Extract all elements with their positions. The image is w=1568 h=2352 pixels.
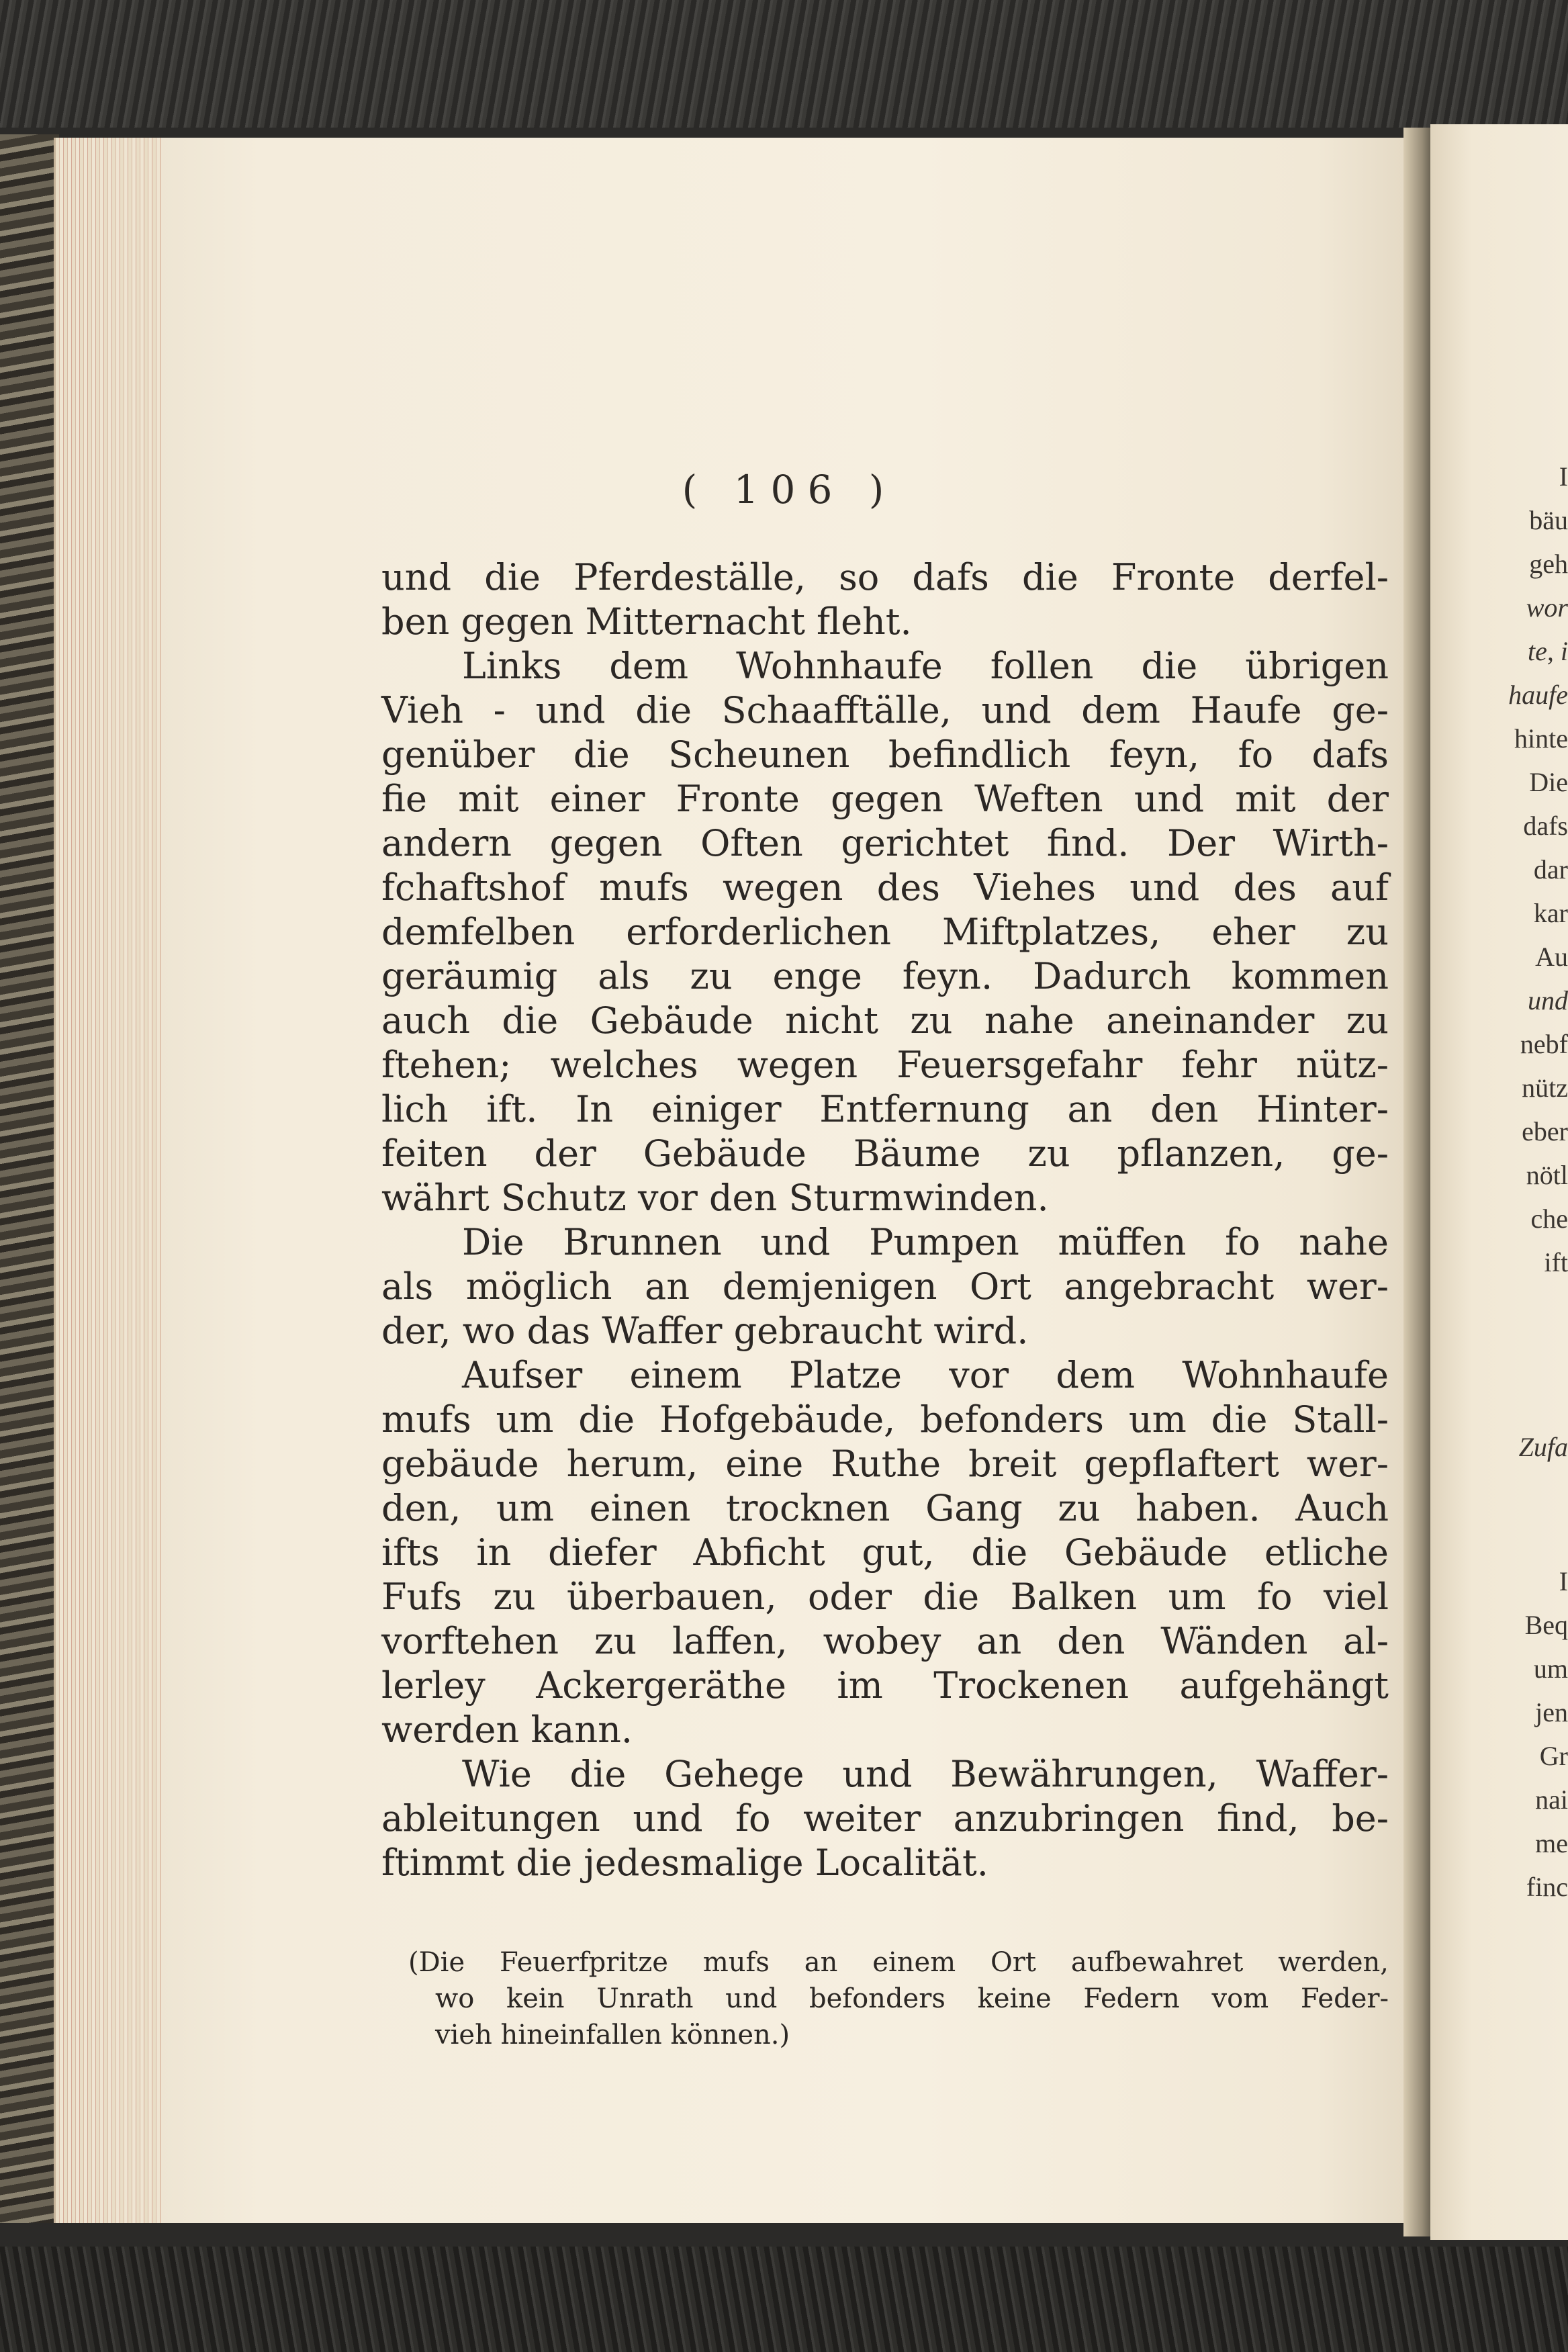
background-top	[0, 0, 1568, 128]
text-line: geräumig als zu enge feyn. Dadurch kommen	[381, 955, 1389, 997]
text-line: lich ift. In einiger Entfernung an den Hinter-	[381, 1088, 1389, 1130]
page-edges	[54, 138, 163, 2223]
text-line: mufs um die Hofgebäude, befonders um die Stall-	[381, 1398, 1389, 1441]
text-line: feiten der Gebäude Bäume zu pflanzen, ge-	[381, 1132, 1389, 1175]
text-line: werden kann.	[381, 1709, 633, 1751]
background-bottom	[0, 2247, 1568, 2352]
text-line: lerley Ackergeräthe im Trockenen aufgehängt	[381, 1664, 1389, 1707]
note-line: wo kein Unrath und befonders keine Federn vom Feder-	[435, 1983, 1389, 2014]
text-line: fchaftshof mufs wegen des Viehes und des auf	[381, 866, 1389, 909]
text-line: Aufser einem Platze vor dem Wohnhaufe	[462, 1354, 1389, 1396]
text-line: fie mit einer Fronte gegen Weften und mit der	[381, 778, 1389, 820]
page-number: ( 106 )	[682, 467, 896, 512]
text-line: gebäude herum, eine Ruthe breit gepflaftert wer-	[381, 1443, 1389, 1485]
text-line: Fufs zu überbauen, oder die Balken um fo viel	[381, 1576, 1389, 1618]
text-line: Vieh - und die Schaafftälle, und dem Haufe ge-	[381, 689, 1389, 731]
text-line: der, wo das Waffer gebraucht wird.	[381, 1310, 1029, 1352]
note-line: vieh hineinfallen können.)	[435, 2020, 790, 2050]
text-line: genüber die Scheunen befindlich feyn, fo dafs	[381, 733, 1389, 776]
book-cover-edge	[0, 134, 59, 2223]
note-line: (Die Feuerfpritze mufs an einem Ort aufbewahret werden,	[408, 1947, 1389, 1978]
footnote	[408, 1944, 1389, 2053]
text-line: andern gegen Often gerichtet find. Der Wirth-	[381, 822, 1389, 864]
body-text	[381, 555, 1389, 1885]
text-line: demfelben erforderlichen Miftplatzes, eher zu	[381, 911, 1389, 953]
adjacent-page: I bäu geh wor te, i haufe hinte Die dafs dar kar Au und nebf nütz eber nötl che ift Zufa I Beq um jen Gr nai me finc	[1430, 124, 1568, 2240]
text-line: ftimmt die jedesmalige Localität.	[381, 1842, 988, 1884]
book-page	[161, 138, 1417, 2223]
text-line: den, um einen trocknen Gang zu haben. Auch	[381, 1487, 1389, 1529]
text-line: auch die Gebäude nicht zu nahe aneinander zu	[381, 999, 1389, 1042]
text-line: ableitungen und fo weiter anzubringen find, be-	[381, 1797, 1389, 1840]
text-line: ben gegen Mitternacht fleht.	[381, 600, 912, 643]
text-line: ifts in diefer Abficht gut, die Gebäude etliche	[381, 1531, 1389, 1574]
text-line: währt Schutz vor den Sturmwinden.	[381, 1177, 1049, 1219]
book-gutter	[1403, 128, 1434, 2236]
text-line: vorftehen zu laffen, wobey an den Wänden al-	[381, 1620, 1389, 1662]
text-line: Die Brunnen und Pumpen müffen fo nahe	[462, 1221, 1389, 1263]
text-line: ftehen; welches wegen Feuersgefahr fehr nütz-	[381, 1044, 1389, 1086]
text-line: Links dem Wohnhaufe follen die übrigen	[462, 645, 1389, 687]
text-line: und die Pferdeställe, so dafs die Fronte derfel-	[381, 556, 1389, 598]
text-line: als möglich an demjenigen Ort angebracht wer-	[381, 1265, 1389, 1308]
text-line: Wie die Gehege und Bewährungen, Waffer-	[462, 1753, 1389, 1795]
